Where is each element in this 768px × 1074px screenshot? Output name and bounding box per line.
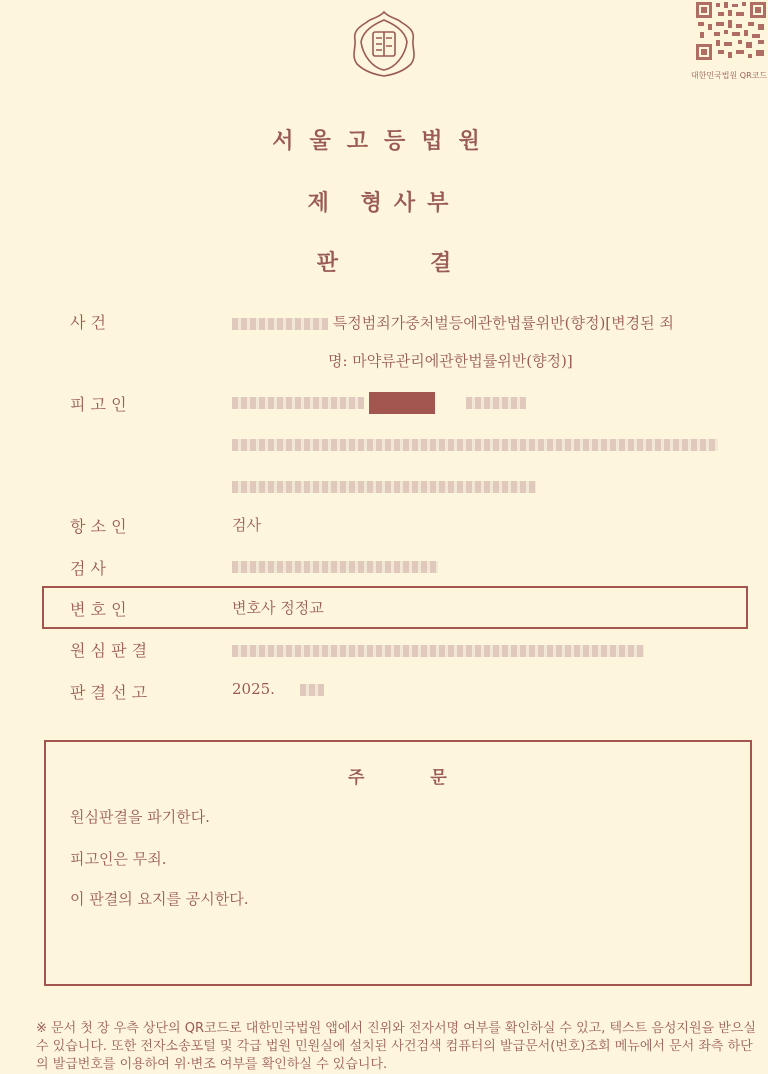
document-type: 판결 [316,250,544,276]
defendant-address-redacted [232,434,718,453]
lawyer-label: 변 호 인 [70,600,127,619]
court-name: 서울고등법원 [272,128,496,154]
defendant-detail-redacted [232,476,536,495]
redacted-case-number [232,318,328,330]
case-value-line2: 명: 마약류관리에관한법률위반(향정)] [328,352,573,370]
original-judgment-redacted [232,640,644,659]
appellant-label: 항 소 인 [70,517,127,536]
order-line-1: 원심판결을 파기한다. [70,808,210,826]
order-line-2: 피고인은 무죄. [70,850,167,868]
defendant-label: 피 고 인 [70,395,127,414]
lawyer-value: 변호사 정정교 [232,599,324,617]
division-text: 제 형사부 [307,190,461,216]
division-title [0,186,768,217]
court-seal-icon [349,8,419,80]
prosecutor-label: 검 사 [70,559,106,578]
qr-code-icon[interactable] [694,0,768,62]
prosecutor-redacted [232,556,438,575]
order-title: 주문 [348,768,513,788]
original-judgment-label: 원 심 판 결 [70,641,148,660]
verdict-date-label: 판 결 선 고 [70,683,148,702]
appellant-value: 검사 [232,516,261,534]
order-line-3: 이 판결의 요지를 공시한다. [70,890,249,908]
qr-caption: 대한민국법원 QR코드 [690,71,768,80]
footer-note: ※ 문서 첫 장 우측 상단의 QR코드로 대한민국법원 앱에서 진위와 전자서명 여부를 확인하실 수 있고, 텍스트 음성지원을 받으실 수 있습니다. 또한 전자소송포털 및 각급 법원 민원실에 설치된 사건검색 컴퓨터의 발급문서(번호)조회 메뉴에서 문서 좌측 하단의 발급번호를 이용하여 위·변조 여부를 확인하실 수 있습니다. [36,1021,756,1072]
case-label: 사 건 [70,313,106,332]
redaction-bar [369,392,435,414]
verdict-date-value: 2025. [232,680,324,698]
case-value-line1: 특정범죄가중처벌등에관한법률위반(향정)[변경된 죄 [332,314,674,332]
defendant-redacted [232,392,526,414]
case-value [232,312,674,333]
